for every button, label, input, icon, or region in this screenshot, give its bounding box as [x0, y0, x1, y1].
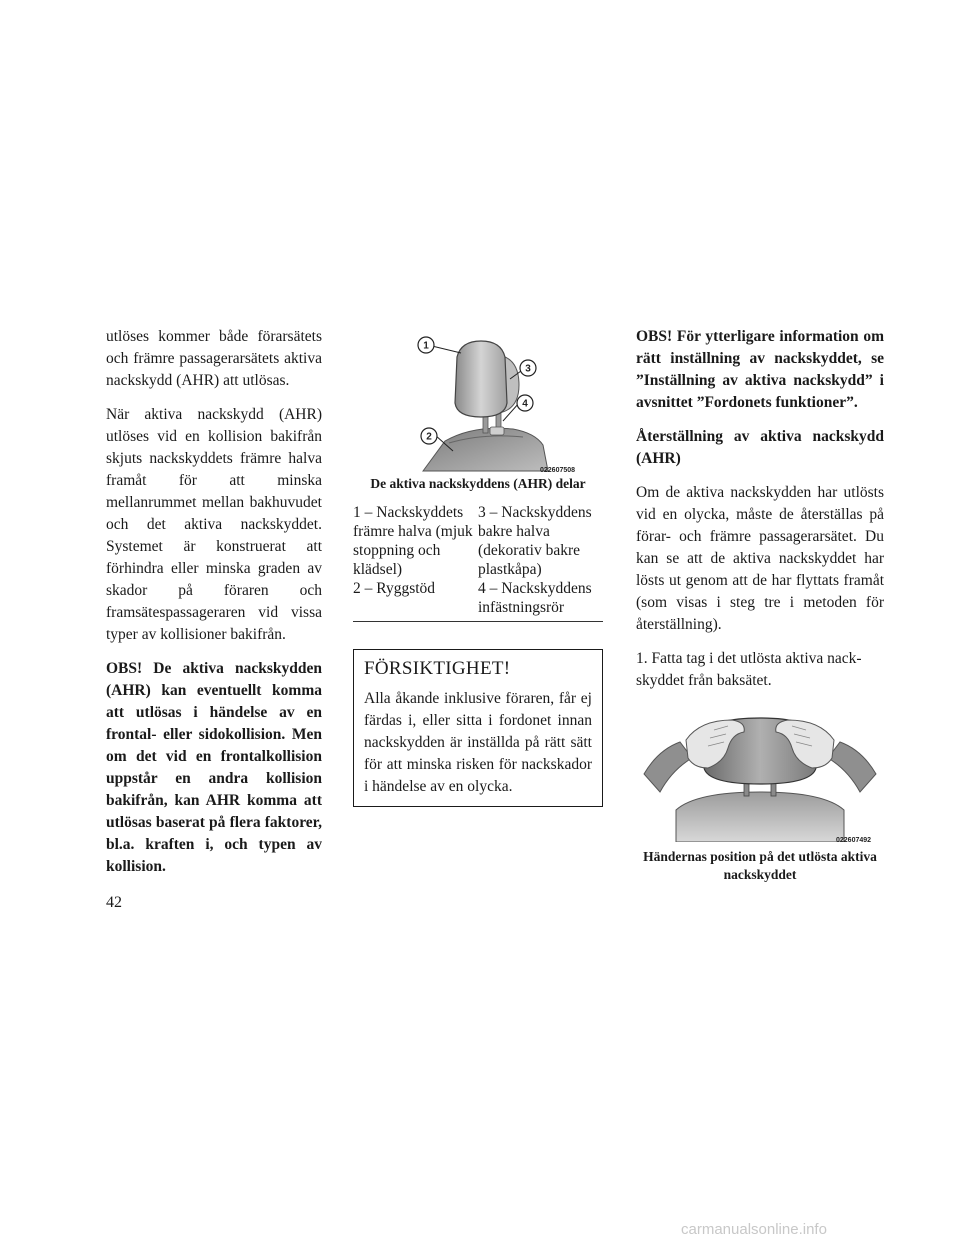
right-paragraph-1: Om de aktiva nackskydden har utlösts vid en olycka, måste de återställas på förar- och främre passagerarsätet. Du kan se att de aktiva nackskyddet har lösts ut genom att de har flyttats framåt (som visas i steg tre i metoden för återställning).	[636, 484, 884, 633]
callout-1: 1	[423, 340, 429, 352]
figure-caption-2: Händernas position på det utlösta aktiva nackskyddet	[643, 849, 877, 882]
hands-on-headrest-illustration	[636, 714, 884, 842]
callout-3: 3	[525, 363, 531, 375]
figure-legend	[353, 503, 603, 617]
middle-column	[353, 333, 603, 807]
callout-2: 2	[426, 431, 432, 443]
callout-4: 4	[522, 398, 528, 410]
caution-box	[353, 649, 603, 807]
legend-item-2: 2 – Ryggstöd	[353, 580, 436, 597]
left-paragraph-1: utlöses kommer både förarsätets och främre passagerarsätets aktiva nackskydd (AHR) att utlösas.	[106, 328, 322, 389]
headrest-parts-illustration	[353, 333, 603, 473]
left-column	[106, 326, 322, 890]
hands-figure	[636, 714, 884, 842]
figure-code-2: 022607492	[836, 837, 872, 844]
left-note: OBS! De aktiva nackskydden (AHR) kan eventuellt komma att utlösas i händelse av en frontal- eller sidokollision. Men om det vid en frontalkollision uppstår en andra kollision bakifrån, kan AHR komma att utlösas baserat på flera faktorer, bl.a. kraften i, och typen av kollision.	[106, 660, 322, 875]
caution-title: FÖRSIKTIGHET!	[364, 658, 511, 679]
caution-body: Alla åkande inklusive föraren, får ej färdas i, eller sitta i fordonet innan nackskydden är inställda på rätt sätt för att minska risken för nackskador i händelse av en olycka.	[364, 690, 592, 795]
page-number: 42	[106, 894, 122, 911]
left-paragraph-2: När aktiva nackskydd (AHR) utlöses vid en kollision bakifrån skjuts nackskyddets främre halva framåt för att minska mellanrummet mellan bakhuvudet och det aktiva nackskyddet. Systemet är konstruerat att förhindra eller minska graden av skador på föraren och framsätespassageraren vid vissa typer av kollisioner bakifrån.	[106, 406, 322, 643]
legend-item-3: 3 – Nackskyddens bakre halva (dekorativ bakre plastkåpa)	[478, 504, 592, 578]
headrest-parts-figure	[353, 333, 603, 473]
legend-item-1: 1 – Nackskyddets främre halva (mjuk stoppning och klädsel)	[353, 504, 473, 578]
watermark: carmanualsonline.info	[681, 1221, 827, 1238]
figure-caption: De aktiva nackskyddens (AHR) delar	[370, 476, 586, 491]
right-column	[636, 326, 884, 884]
step-1: 1. Fatta tag i det utlösta aktiva nackskyddet från baksätet.	[636, 650, 862, 689]
right-note: OBS! För ytterligare information om rätt inställning av nackskyddet, se ”Inställning av aktiva nackskydd” i avsnittet ”Fordonets funktioner”.	[636, 328, 884, 411]
legend-item-4: 4 – Nackskyddens infästningsrör	[478, 580, 592, 616]
section-heading: Återställning av aktiva nackskydd (AHR)	[636, 428, 884, 467]
legend-divider	[353, 621, 603, 622]
figure-code: 022607508	[540, 467, 576, 474]
